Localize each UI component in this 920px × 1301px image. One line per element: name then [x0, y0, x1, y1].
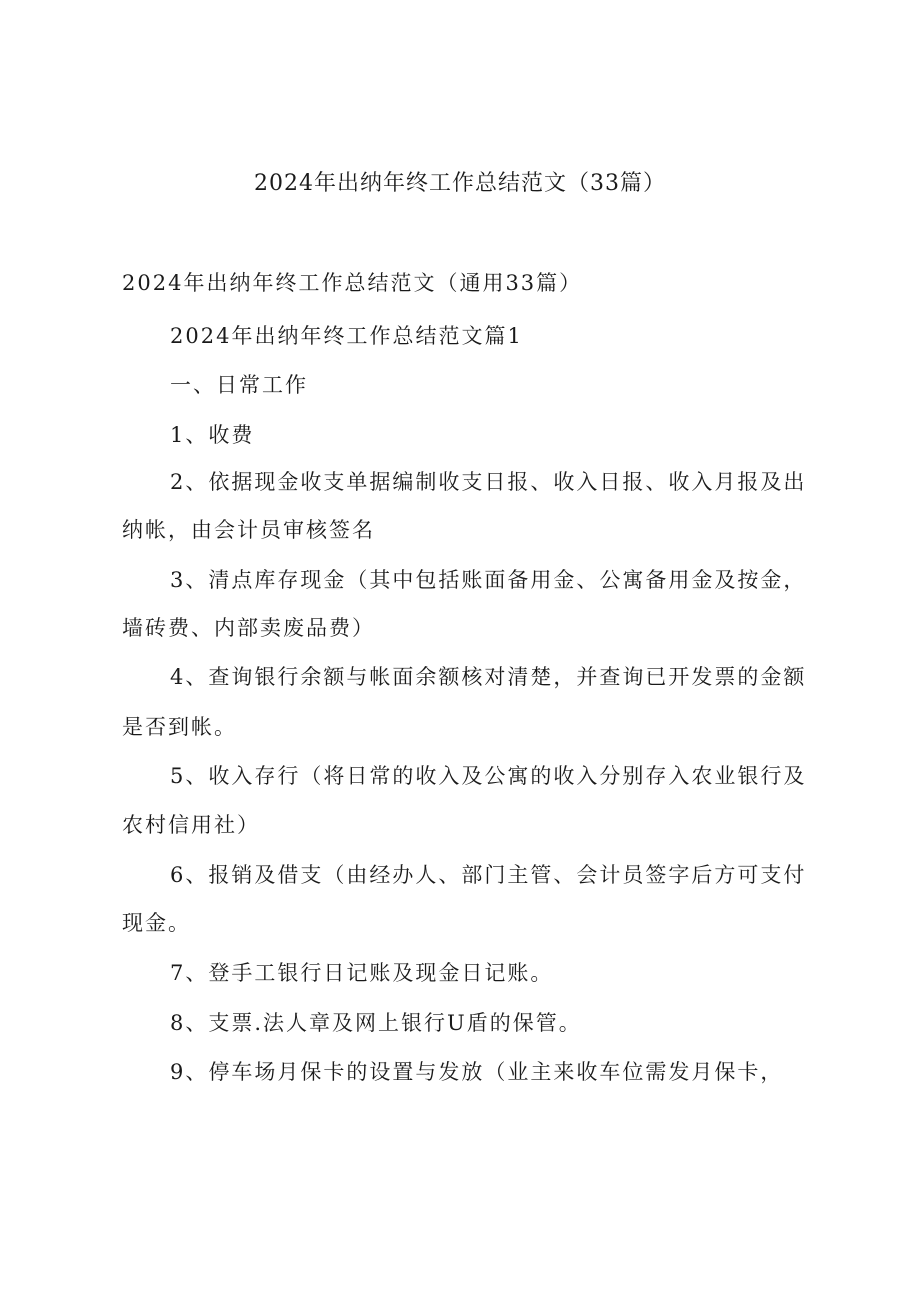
paragraph-line: 是否到帐。 [122, 715, 237, 739]
paragraph-line: 9、停车场月保卡的设置与发放（业主来收车位需发月保卡， [170, 1060, 784, 1084]
paragraph-line: 6、报销及借支（由经办人、部门主管、会计员签字后方可支付 [170, 863, 807, 887]
document-title: 2024年出纳年终工作总结范文（33篇） [254, 171, 666, 196]
paragraph-line: 2、依据现金收支单据编制收支日报、收入日报、收入月报及出 [170, 470, 807, 494]
paragraph-line: 5、收入存行（将日常的收入及公寓的收入分别存入农业银行及 [170, 764, 807, 788]
paragraph-line: 3、清点库存现金（其中包括账面备用金、公寓备用金及按金， [170, 568, 807, 592]
paragraph-line: 农村信用社） [122, 813, 260, 837]
paragraph-line: 墙砖费、内部卖废品费） [122, 616, 375, 640]
section-heading: 2024年出纳年终工作总结范文篇1 [170, 324, 523, 348]
document-subtitle: 2024年出纳年终工作总结范文（通用33篇） [122, 271, 583, 295]
paragraph-line: 1、收费 [170, 423, 255, 447]
paragraph-line: 一、日常工作 [170, 373, 308, 397]
paragraph-line: 8、支票.法人章及网上银行U盾的保管。 [170, 1011, 582, 1035]
paragraph-line: 纳帐，由会计员审核签名 [122, 518, 375, 542]
paragraph-line: 现金。 [122, 911, 191, 935]
paragraph-line: 7、登手工银行日记账及现金日记账。 [170, 961, 554, 985]
paragraph-line: 4、查询银行余额与帐面余额核对清楚，并查询已开发票的金额 [170, 665, 807, 689]
